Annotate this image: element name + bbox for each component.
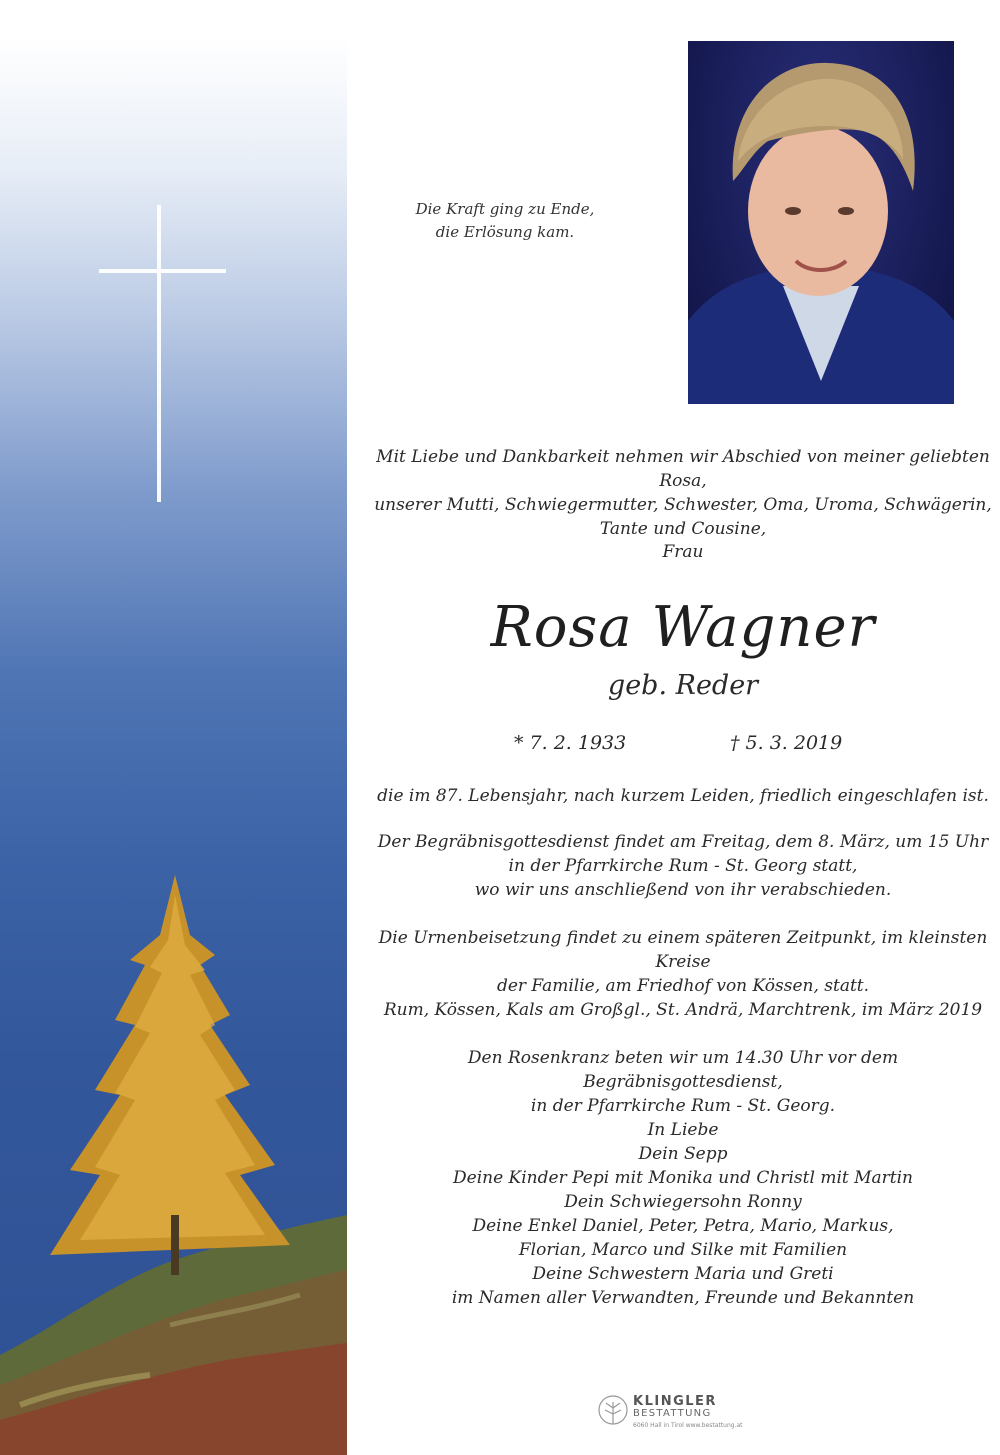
intro-line-2: unserer Mutti, Schwiegermutter, Schwester, Oma, Uroma, Schwägerin, [374, 495, 992, 515]
birth-date: * 7. 2. 1933 [514, 732, 627, 754]
larch-tree-image [40, 875, 300, 1305]
funeral-home-logo [597, 1394, 742, 1434]
rosary-paragraph [370, 1046, 996, 1118]
cross-icon [157, 205, 161, 502]
places-paragraph [370, 998, 996, 1022]
logo-address: 6060 Hall in Tirol www.bestattung.at [633, 1422, 743, 1429]
urn-paragraph [370, 926, 996, 998]
portrait-illustration [688, 41, 954, 404]
signoff-line: Deine Enkel Daniel, Peter, Petra, Mario, Markus, [472, 1216, 894, 1236]
passing-line: die im 87. Lebensjahr, nach kurzem Leiden, friedlich eingeschlafen ist. [377, 786, 989, 806]
salutation: Frau [662, 542, 704, 562]
urn-line-1: Die Urnenbeisetzung findet zu einem späteren Zeitpunkt, im kleinsten Kreise [378, 928, 988, 972]
service-line-2: in der Pfarrkirche Rum - St. Georg statt, [508, 856, 858, 876]
signoff-line: In Liebe [647, 1120, 719, 1140]
signoff-line: Deine Kinder Pepi mit Monika und Christl mit Martin [453, 1168, 913, 1188]
logo-subtitle: BESTATTUNG [633, 1408, 712, 1419]
service-line-1: Der Begräbnisgottesdienst findet am Freitag, dem 8. März, um 15 Uhr [377, 832, 989, 852]
quote-line-2: die Erlösung kam. [435, 223, 575, 241]
service-paragraph [370, 830, 996, 902]
signoff-line: im Namen aller Verwandten, Freunde und Bekannten [451, 1288, 915, 1308]
rosary-line-2: in der Pfarrkirche Rum - St. Georg. [530, 1096, 836, 1116]
intro-line-3: Tante und Cousine, [599, 519, 767, 539]
rosary-line-1: Den Rosenkranz beten wir um 14.30 Uhr vor dem Begräbnisgottesdienst, [467, 1048, 899, 1092]
farewell-intro [370, 445, 996, 541]
death-date: † 5. 3. 2019 [730, 732, 843, 754]
quote-line-1: Die Kraft ging zu Ende, [415, 200, 595, 218]
signoff-line: Florian, Marco und Silke mit Familien [518, 1240, 848, 1260]
family-signoff [370, 1118, 996, 1310]
signoff-line: Dein Sepp [638, 1144, 728, 1164]
cross-icon-bar [99, 269, 226, 273]
service-line-3: wo wir uns anschließend von ihr verabschieden. [474, 880, 892, 900]
portrait-photo [688, 41, 954, 404]
logo-brand: KLINGLER [633, 1394, 717, 1409]
signoff-line: Dein Schwiegersohn Ronny [564, 1192, 802, 1212]
memorial-quote [400, 198, 610, 244]
maiden-name: geb. Reder [607, 670, 759, 701]
tree-logo-icon [597, 1394, 629, 1430]
passing-paragraph [370, 784, 996, 808]
deceased-name: Rosa Wagner [490, 595, 876, 660]
intro-line-1: Mit Liebe und Dankbarkeit nehmen wir Abschied von meiner geliebten Rosa, [376, 447, 990, 491]
urn-line-2: der Familie, am Friedhof von Kössen, statt. [496, 976, 870, 996]
places-line: Rum, Kössen, Kals am Großgl., St. Andrä, Marchtrenk, im März 2019 [383, 1000, 983, 1020]
signoff-line: Deine Schwestern Maria und Greti [532, 1264, 834, 1284]
